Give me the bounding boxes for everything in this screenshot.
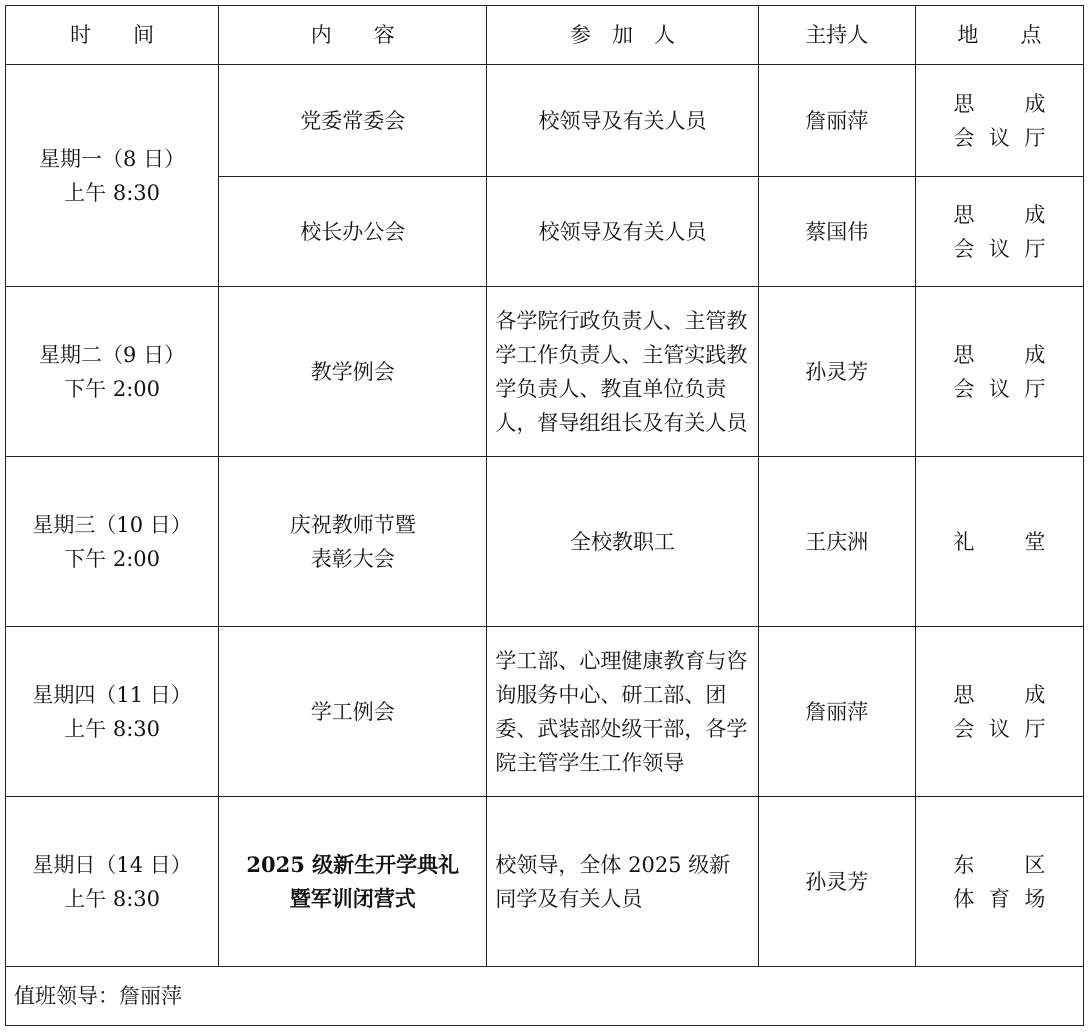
people-cell: 校领导及有关人员 bbox=[487, 177, 758, 287]
table-row bbox=[6, 627, 1084, 797]
people-cell: 各学院行政负责人、主管教学工作负责人、主管实践教学负责人、教直单位负责人，督导组组长及有关人员 bbox=[487, 287, 758, 457]
content-cell: 校长办公会 bbox=[219, 177, 487, 287]
header-people: 参 加 人 bbox=[487, 6, 758, 65]
header-row bbox=[6, 6, 1084, 65]
footer-row bbox=[6, 967, 1084, 1026]
place-cell: 思 成 会 议 厅 bbox=[915, 287, 1083, 457]
place-cell: 思 成 会 议 厅 bbox=[915, 177, 1083, 287]
content-cell: 庆祝教师节暨 表彰大会 bbox=[219, 457, 487, 627]
time-cell: 星期二（9 日） 下午 2:00 bbox=[6, 287, 219, 457]
content-cell: 2025 级新生开学典礼 暨军训闭营式 bbox=[219, 797, 487, 967]
content-cell: 学工例会 bbox=[219, 627, 487, 797]
table-row bbox=[6, 65, 1084, 177]
host-cell: 詹丽萍 bbox=[758, 65, 915, 177]
host-cell: 王庆洲 bbox=[758, 457, 915, 627]
host-cell: 蔡国伟 bbox=[758, 177, 915, 287]
place-cell: 思 成 会 议 厅 bbox=[915, 627, 1083, 797]
time-cell: 星期日（14 日） 上午 8:30 bbox=[6, 797, 219, 967]
table-row bbox=[6, 457, 1084, 627]
content-cell: 教学例会 bbox=[219, 287, 487, 457]
host-cell: 詹丽萍 bbox=[758, 627, 915, 797]
schedule-table bbox=[5, 5, 1084, 1026]
table-row bbox=[6, 287, 1084, 457]
header-host: 主持人 bbox=[758, 6, 915, 65]
place-cell: 思 成 会 议 厅 bbox=[915, 65, 1083, 177]
host-cell: 孙灵芳 bbox=[758, 287, 915, 457]
people-cell: 校领导，全体 2025 级新同学及有关人员 bbox=[487, 797, 758, 967]
host-cell: 孙灵芳 bbox=[758, 797, 915, 967]
time-cell: 星期四（11 日） 上午 8:30 bbox=[6, 627, 219, 797]
duty-leader: 值班领导：詹丽萍 bbox=[6, 967, 1084, 1026]
header-content: 内 容 bbox=[219, 6, 487, 65]
people-cell: 全校教职工 bbox=[487, 457, 758, 627]
people-cell: 学工部、心理健康教育与咨询服务中心、研工部、团委、武装部处级干部，各学院主管学生工作领导 bbox=[487, 627, 758, 797]
table-row bbox=[6, 797, 1084, 967]
place-cell: 礼 堂 bbox=[915, 457, 1083, 627]
place-cell: 东 区 体 育 场 bbox=[915, 797, 1083, 967]
time-cell: 星期一（8 日） 上午 8:30 bbox=[6, 65, 219, 287]
content-cell: 党委常委会 bbox=[219, 65, 487, 177]
time-cell: 星期三（10 日） 下午 2:00 bbox=[6, 457, 219, 627]
header-time: 时 间 bbox=[6, 6, 219, 65]
people-cell: 校领导及有关人员 bbox=[487, 65, 758, 177]
header-place: 地 点 bbox=[915, 6, 1083, 65]
